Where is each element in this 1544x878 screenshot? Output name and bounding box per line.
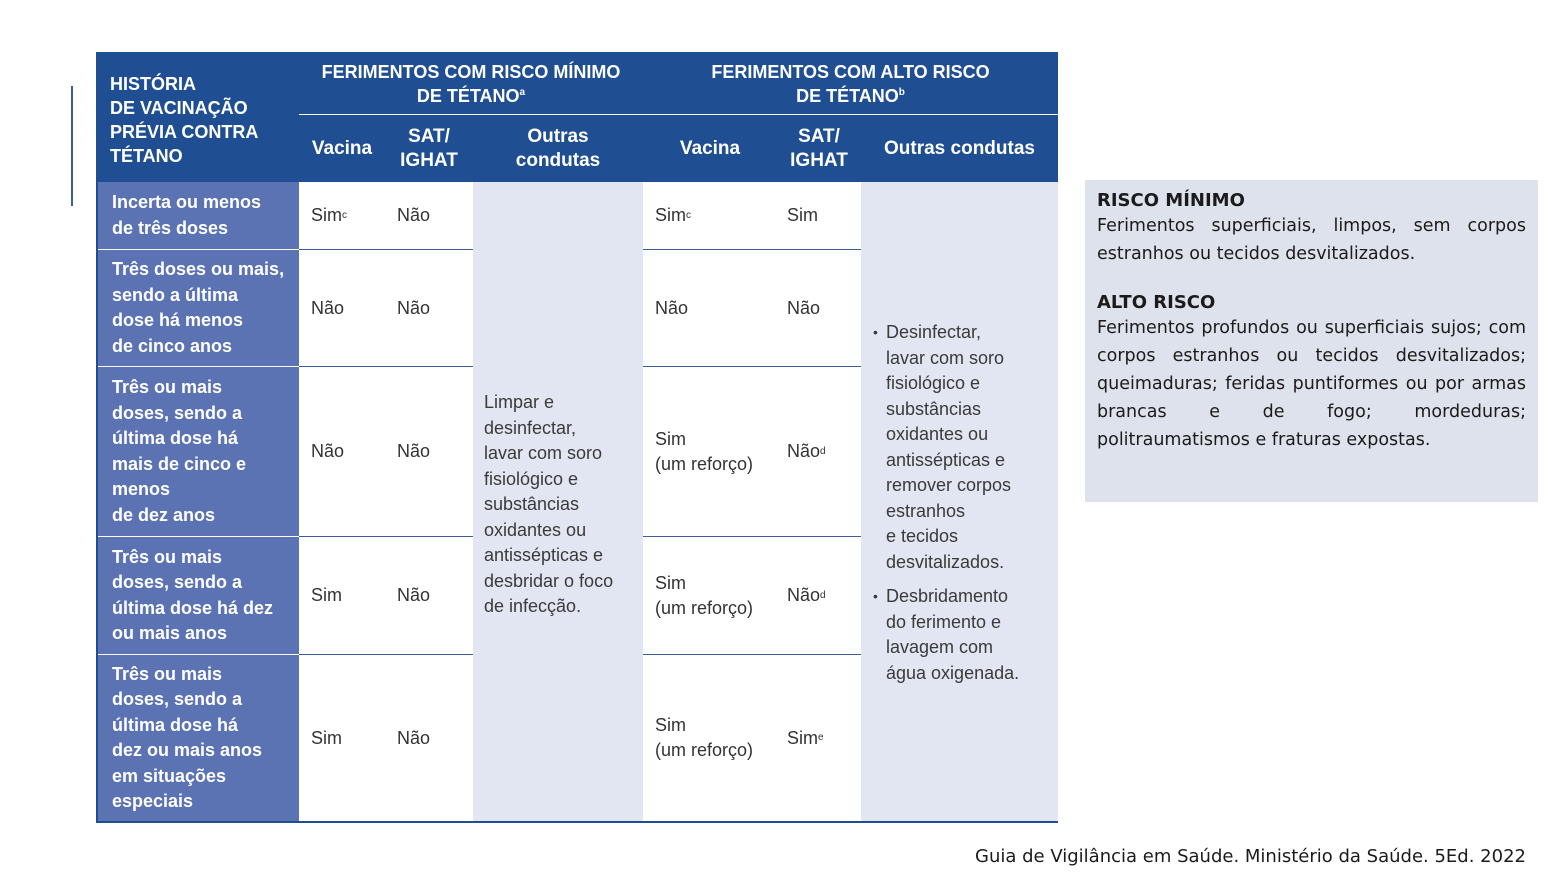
cell-high-sat: Não d <box>777 367 861 537</box>
cell-high-vacina: Sim c <box>643 182 777 250</box>
cell-min-sat: Não <box>385 655 473 821</box>
header-history-line: PRÉVIA CONTRA <box>110 122 259 142</box>
cell-min-vacina: Sim c <box>299 182 385 250</box>
cell-min-vacina: Sim <box>299 655 385 821</box>
cell-min-vacina: Sim <box>299 537 385 655</box>
row-label: Incerta ou menos de três doses <box>98 182 299 250</box>
col-header-min-outras: Outras condutas <box>473 115 643 182</box>
cell-high-sat: Não <box>777 250 861 367</box>
high-risk-title: ALTO RISCO <box>1097 292 1216 313</box>
header-history-line: TÉTANO <box>110 146 183 166</box>
cell-high-sat: Não d <box>777 537 861 655</box>
row-label: Três doses ou mais, sendo a última dose há menos de cinco anos <box>98 250 299 367</box>
col-header-high-sat: SAT/ IGHAT <box>777 115 861 182</box>
header-group-minimum-line2: DE TÉTANO <box>416 86 520 106</box>
header-group-minimum <box>299 54 643 115</box>
cell-high-other <box>861 182 1058 821</box>
source-citation: Guia de Vigilância em Saúde. Ministério da Saúde. 5Ed. 2022 <box>975 846 1526 867</box>
cell-high-sat: Sim e <box>777 655 861 821</box>
cell-high-vacina: Não <box>643 250 777 367</box>
bullet-icon: • <box>873 588 878 604</box>
cell-min-other: Limpar e desinfectar, lavar com soro fisiológico e substâncias oxidantes ou antissépticas e desbridar o foco de infecção. <box>473 182 643 821</box>
min-risk-text: Ferimentos superficiais, limpos, sem corpos estranhos ou tecidos desvitalizados. <box>1097 216 1526 264</box>
bullet-item: • Desinfectar, lavar com soro fisiológico e substâncias oxidantes ou antissépticas e remover corpos estranhos e tecidos desvitalizados. <box>873 320 1052 575</box>
cell-min-sat: Não <box>385 367 473 537</box>
col-header-high-outras: Outras condutas <box>861 115 1058 182</box>
header-history-line: DE VACINAÇÃO <box>110 98 248 118</box>
row-label: Três ou mais doses, sendo a última dose há dez ou mais anos <box>98 537 299 655</box>
footnote-a: a <box>519 87 526 98</box>
risk-definitions-box <box>1085 180 1538 502</box>
col-header-min-sat: SAT/ IGHAT <box>385 115 473 182</box>
cell-min-vacina: Não <box>299 250 385 367</box>
footnote-b: b <box>898 87 905 98</box>
header-history <box>98 54 299 182</box>
bullet-icon: • <box>873 324 878 340</box>
header-group-minimum-line1: FERIMENTOS COM RISCO MÍNIMO <box>321 62 621 82</box>
header-group-high-line1: FERIMENTOS COM ALTO RISCO <box>711 62 990 82</box>
tetanus-prophylaxis-table <box>96 52 1058 823</box>
cell-min-sat: Não <box>385 250 473 367</box>
cell-high-vacina: Sim (um reforço) <box>643 537 777 655</box>
cell-high-sat: Sim <box>777 182 861 250</box>
cell-min-sat: Não <box>385 537 473 655</box>
bullet-item: • Desbridamento do ferimento e lavagem com água oxigenada. <box>873 584 1052 686</box>
accent-line <box>71 86 73 206</box>
col-header-min-vacina: Vacina <box>299 115 385 182</box>
header-group-high-line2: DE TÉTANO <box>796 86 899 106</box>
high-risk-text: Ferimentos profundos ou superficiais sujos; com corpos estranhos ou tecidos desvitalizados; queimaduras; feridas puntiformes ou por armas brancas e de fogo; mordeduras; politraumatismos e fraturas expostas. <box>1097 318 1526 450</box>
cell-high-vacina: Sim (um reforço) <box>643 655 777 821</box>
cell-min-sat: Não <box>385 182 473 250</box>
cell-min-vacina: Não <box>299 367 385 537</box>
header-history-line: HISTÓRIA <box>110 74 197 94</box>
cell-high-vacina: Sim (um reforço) <box>643 367 777 537</box>
row-label: Três ou mais doses, sendo a última dose há dez ou mais anos em situações especiais <box>98 655 299 821</box>
row-label: Três ou mais doses, sendo a última dose há mais de cinco e menos de dez anos <box>98 367 299 537</box>
min-risk-title: RISCO MÍNIMO <box>1097 190 1245 211</box>
col-header-high-vacina: Vacina <box>643 115 777 182</box>
header-group-high <box>643 54 1058 115</box>
